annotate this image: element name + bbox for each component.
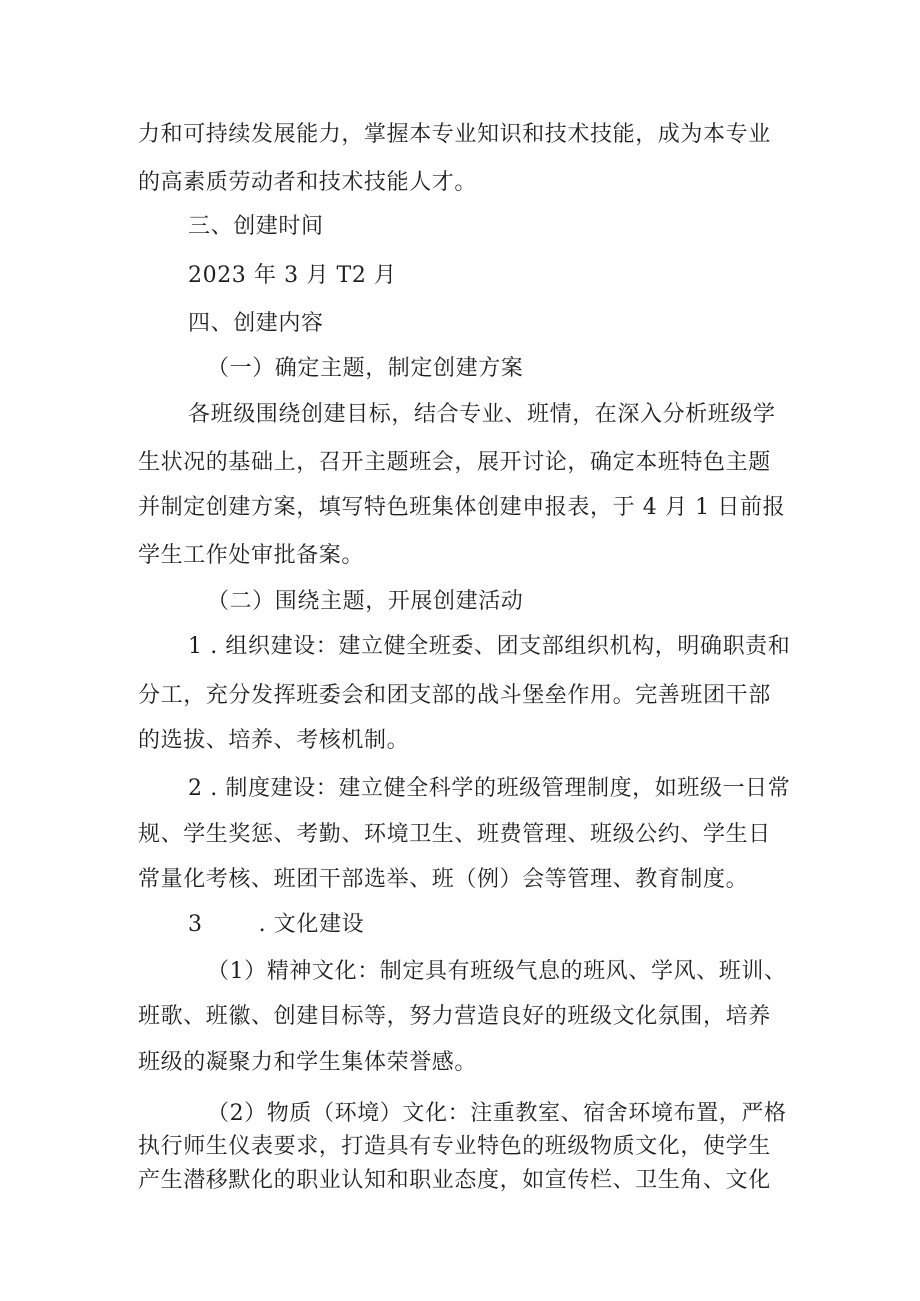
paragraph-line: 的选拔、培养、考核机制。 bbox=[138, 728, 410, 753]
creation-time-value: 2023 年 3 月 T2 月 bbox=[188, 263, 397, 288]
paragraph-line: 常量化考核、班团干部选举、班（例）会等管理、教育制度。 bbox=[138, 867, 749, 892]
subheading-theme: （一）确定主题，制定创建方案 bbox=[207, 356, 524, 381]
paragraph-line: 2 . 制度建设：建立健全科学的班级管理制度，如班级一日常 bbox=[188, 776, 791, 801]
paragraph-line: 1 . 组织建设：建立健全班委、团支部组织机构，明确职责和 bbox=[188, 634, 791, 659]
paragraph-line: 学生工作处审批备案。 bbox=[138, 543, 365, 568]
paragraph-line: 产生潜移默化的职业认知和职业态度，如宣传栏、卫生角、文化 bbox=[138, 1168, 771, 1193]
subheading-activities: （二）围绕主题，开展创建活动 bbox=[207, 589, 524, 614]
paragraph-line: 执行师生仪表要求，打造具有专业特色的班级物质文化，使学生 bbox=[138, 1134, 771, 1159]
culture-heading-number: 3 bbox=[188, 912, 203, 937]
culture-heading-text: . 文化建设 bbox=[258, 912, 365, 937]
paragraph-line: 班歌、班徽、创建目标等，努力营造良好的班级文化氛围，培养 bbox=[138, 1004, 771, 1029]
paragraph-line: 力和可持续发展能力，掌握本专业知识和技术技能，成为本专业 bbox=[138, 122, 771, 147]
paragraph-line: 规、学生奖惩、考勤、环境卫生、班费管理、班级公约、学生日 bbox=[138, 822, 771, 847]
paragraph-line: 生状况的基础上，召开主题班会，展开讨论，确定本班特色主题 bbox=[138, 450, 771, 475]
paragraph-line: 并制定创建方案，填写特色班集体创建申报表，于 4 月 1 日前报 bbox=[138, 495, 786, 520]
paragraph-line: （1）精神文化：制定具有班级气息的班风、学风、班训、 bbox=[207, 959, 787, 984]
culture-heading bbox=[188, 910, 364, 940]
paragraph-line: （2）物质（环境）文化：注重教室、宿舍环境布置，严格 bbox=[207, 1101, 787, 1126]
paragraph-line: 分工，充分发挥班委会和团支部的战斗堡垒作用。完善班团干部 bbox=[138, 683, 771, 708]
section-heading-creation-time: 三、创建时间 bbox=[188, 214, 324, 239]
paragraph-line: 的高素质劳动者和技术技能人才。 bbox=[138, 170, 478, 195]
section-heading-creation-content: 四、创建内容 bbox=[188, 311, 324, 336]
paragraph-line: 各班级围绕创建目标，结合专业、班情，在深入分析班级学 bbox=[188, 402, 776, 427]
paragraph-line: 班级的凝聚力和学生集体荣誉感。 bbox=[138, 1050, 478, 1075]
